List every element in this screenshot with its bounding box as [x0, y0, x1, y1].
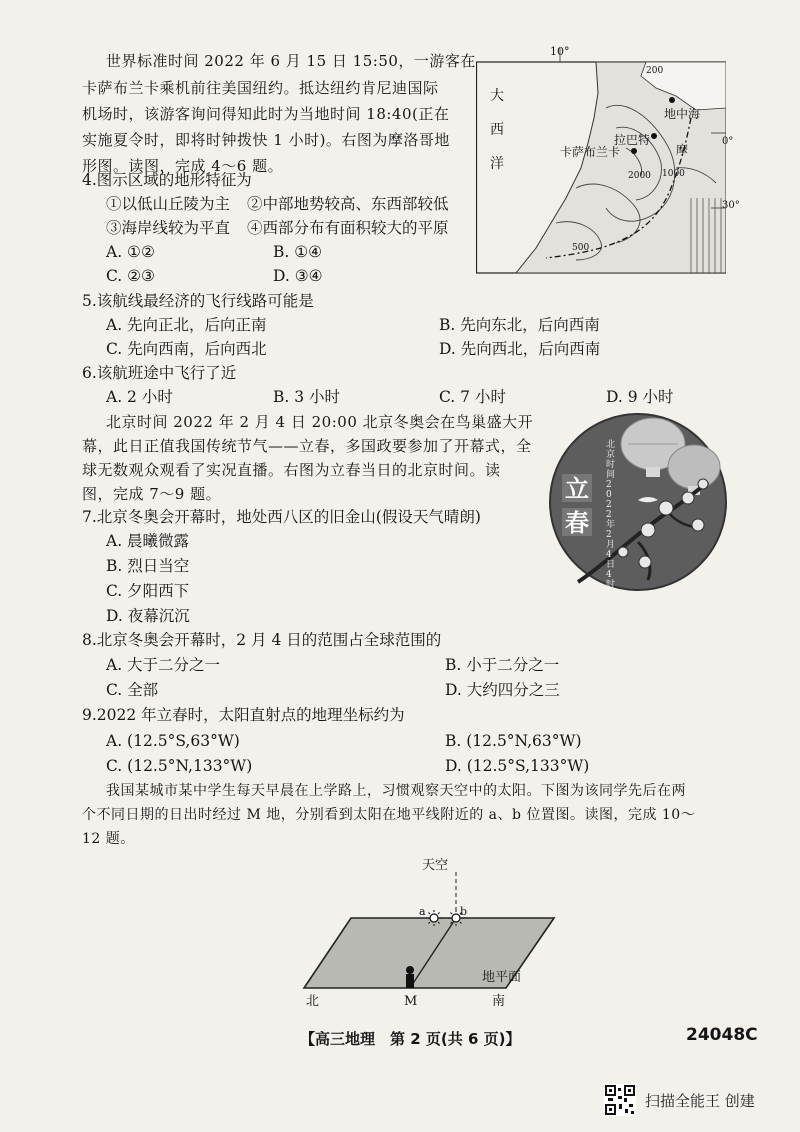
map-contour-500: 500 — [572, 243, 590, 253]
intro3-line-2: 个不同日期的日出时经过 M 地，分别看到太阳在地平线附近的 a、b 位置图。读图，完成 10～ — [82, 807, 696, 823]
intro2-line-1: 北京时间 2022 年 2 月 4 日 20:00 北京冬奥会在鸟巢盛大开 — [106, 413, 534, 431]
q4-statement-3: ③海岸线较为平直 — [106, 219, 231, 237]
lichun-poster — [548, 412, 728, 620]
q4-statement-4: ④西部分布有面积较大的平原 — [247, 219, 449, 237]
q8-option-c: C. 全部 — [106, 681, 159, 699]
map-contour-1000: 1000 — [662, 169, 685, 179]
q4-option-d: D. ③④ — [273, 267, 323, 285]
intro1-line-3: 机场时，该游客询问得知此时为当地时间 18:40(正在 — [82, 105, 450, 123]
intro3-line-3: 12 题。 — [82, 831, 135, 847]
person-body — [406, 974, 414, 988]
q7-option-d: D. 夜幕沉沉 — [106, 607, 190, 625]
diagram-m-label: M — [404, 994, 418, 1009]
rabat-marker — [651, 133, 657, 139]
paper-code: 24048C — [686, 1025, 758, 1045]
q9-stem: 9.2022 年立春时，太阳直射点的地理坐标约为 — [82, 706, 405, 724]
q4-statement-1: ①以低山丘陵为主 — [106, 195, 231, 213]
horizon-diagram — [296, 850, 566, 1010]
casablanca-marker — [631, 148, 637, 154]
intro3-line-1: 我国某城市某中学生每天早晨在上学路上，习惯观察天空中的太阳。下图为该同学先后在两 — [106, 783, 686, 799]
diagram-a-label: a — [419, 905, 426, 918]
poster-title-1: 立 — [565, 474, 589, 503]
q6-option-c: C. 7 小时 — [439, 388, 506, 406]
diagram-b-label: b — [460, 905, 468, 918]
q6-option-b: B. 3 小时 — [273, 388, 341, 406]
q6-stem: 6.该航班途中飞行了近 — [82, 364, 237, 382]
diagram-south-label: 南 — [492, 994, 506, 1009]
q6-option-d: D. 9 小时 — [606, 388, 674, 406]
q5-stem: 5.该航线最经济的飞行线路可能是 — [82, 292, 314, 310]
map-contour-2000: 2000 — [628, 171, 651, 181]
q4-option-c: C. ②③ — [106, 267, 155, 285]
q9-option-d: D. (12.5°S,133°W) — [445, 757, 590, 775]
q4-statement-2: ②中部地势较高、东西部较低 — [247, 195, 449, 213]
q6-option-a: A. 2 小时 — [106, 388, 173, 406]
diagram-horizon-label: 地平面 — [482, 970, 522, 985]
morocco-map — [476, 45, 740, 274]
map-ocean-label-1: 大 — [490, 88, 504, 104]
q7-stem: 7.北京冬奥会开幕时，地处西八区的旧金山(假设天气晴朗) — [82, 508, 481, 526]
intro1-line-1: 世界标准时间 2022 年 6 月 15 日 15:50，一游客在 — [106, 52, 476, 70]
q7-option-c: C. 夕阳西下 — [106, 582, 190, 600]
qr-code-icon — [604, 1084, 636, 1116]
poster-beijing-time: 北京时间2022年2月4日4时51分 — [606, 440, 616, 620]
q9-option-b: B. (12.5°N,63°W) — [445, 732, 582, 750]
q9-option-c: C. (12.5°N,133°W) — [106, 757, 253, 775]
q7-option-a: A. 晨曦微露 — [106, 532, 190, 550]
map-med-label: 地中海 — [664, 107, 701, 121]
page-footer: 【高三地理 第 2 页(共 6 页)】 — [300, 1030, 521, 1048]
q5-option-c: C. 先向西南，后向西北 — [106, 340, 267, 358]
map-rabat-label: 拉巴特 — [614, 133, 651, 147]
intro1-line-5: 形图。读图，完成 4～6 题。 — [82, 157, 284, 175]
diagram-sky-label: 天空 — [422, 858, 449, 873]
poster-title-2: 春 — [565, 508, 589, 537]
q8-option-d: D. 大约四分之三 — [445, 681, 560, 699]
diagram-north-label: 北 — [306, 994, 320, 1009]
map-casablanca-label: 卡萨布兰卡 — [560, 145, 621, 159]
tangier-marker — [669, 97, 675, 103]
q4-option-b: B. ①④ — [273, 243, 323, 261]
map-lon-0: 0° — [722, 136, 734, 147]
map-ocean-label-3: 洋 — [490, 156, 504, 172]
q8-option-a: A. 大于二分之一 — [106, 656, 221, 674]
intro1-line-2: 卡萨布兰卡乘机前往美国纽约。抵达纽约肯尼迪国际 — [82, 79, 439, 97]
q5-option-b: B. 先向东北，后向西南 — [439, 316, 600, 334]
q5-option-a: A. 先向正北，后向正南 — [106, 316, 267, 334]
q9-option-a: A. (12.5°S,63°W) — [106, 732, 240, 750]
q7-option-b: B. 烈日当空 — [106, 557, 190, 575]
q8-option-b: B. 小于二分之一 — [445, 656, 560, 674]
map-morocco-label: 摩 — [676, 143, 689, 157]
morocco-map-graphic — [476, 45, 726, 274]
scanner-watermark: 扫描全能王 创建 — [645, 1092, 755, 1110]
map-contour-200: 200 — [646, 66, 664, 76]
q4-stem: 4.图示区域的地形特征为 — [82, 171, 252, 189]
map-lon-10: 10° — [550, 45, 570, 58]
intro2-line-2: 幕，此日正值我国传统节气——立春，多国政要参加了开幕式，全 — [82, 437, 532, 455]
intro1-line-4: 实施夏令时，即将时钟拨快 1 小时)。右图为摩洛哥地 — [82, 131, 450, 149]
q5-option-d: D. 先向西北，后向西南 — [439, 340, 601, 358]
q8-stem: 8.北京冬奥会开幕时，2 月 4 日的范围占全球范围的 — [82, 631, 442, 649]
intro2-line-4: 图，完成 7～9 题。 — [82, 485, 222, 503]
q4-option-a: A. ①② — [106, 243, 155, 261]
intro2-line-3: 球无数观众观看了实况直播。右图为立春当日的北京时间。读 — [82, 461, 501, 479]
map-ocean-label-2: 西 — [490, 122, 504, 138]
person-head — [406, 966, 414, 974]
map-lat-30: 30° — [722, 200, 740, 211]
